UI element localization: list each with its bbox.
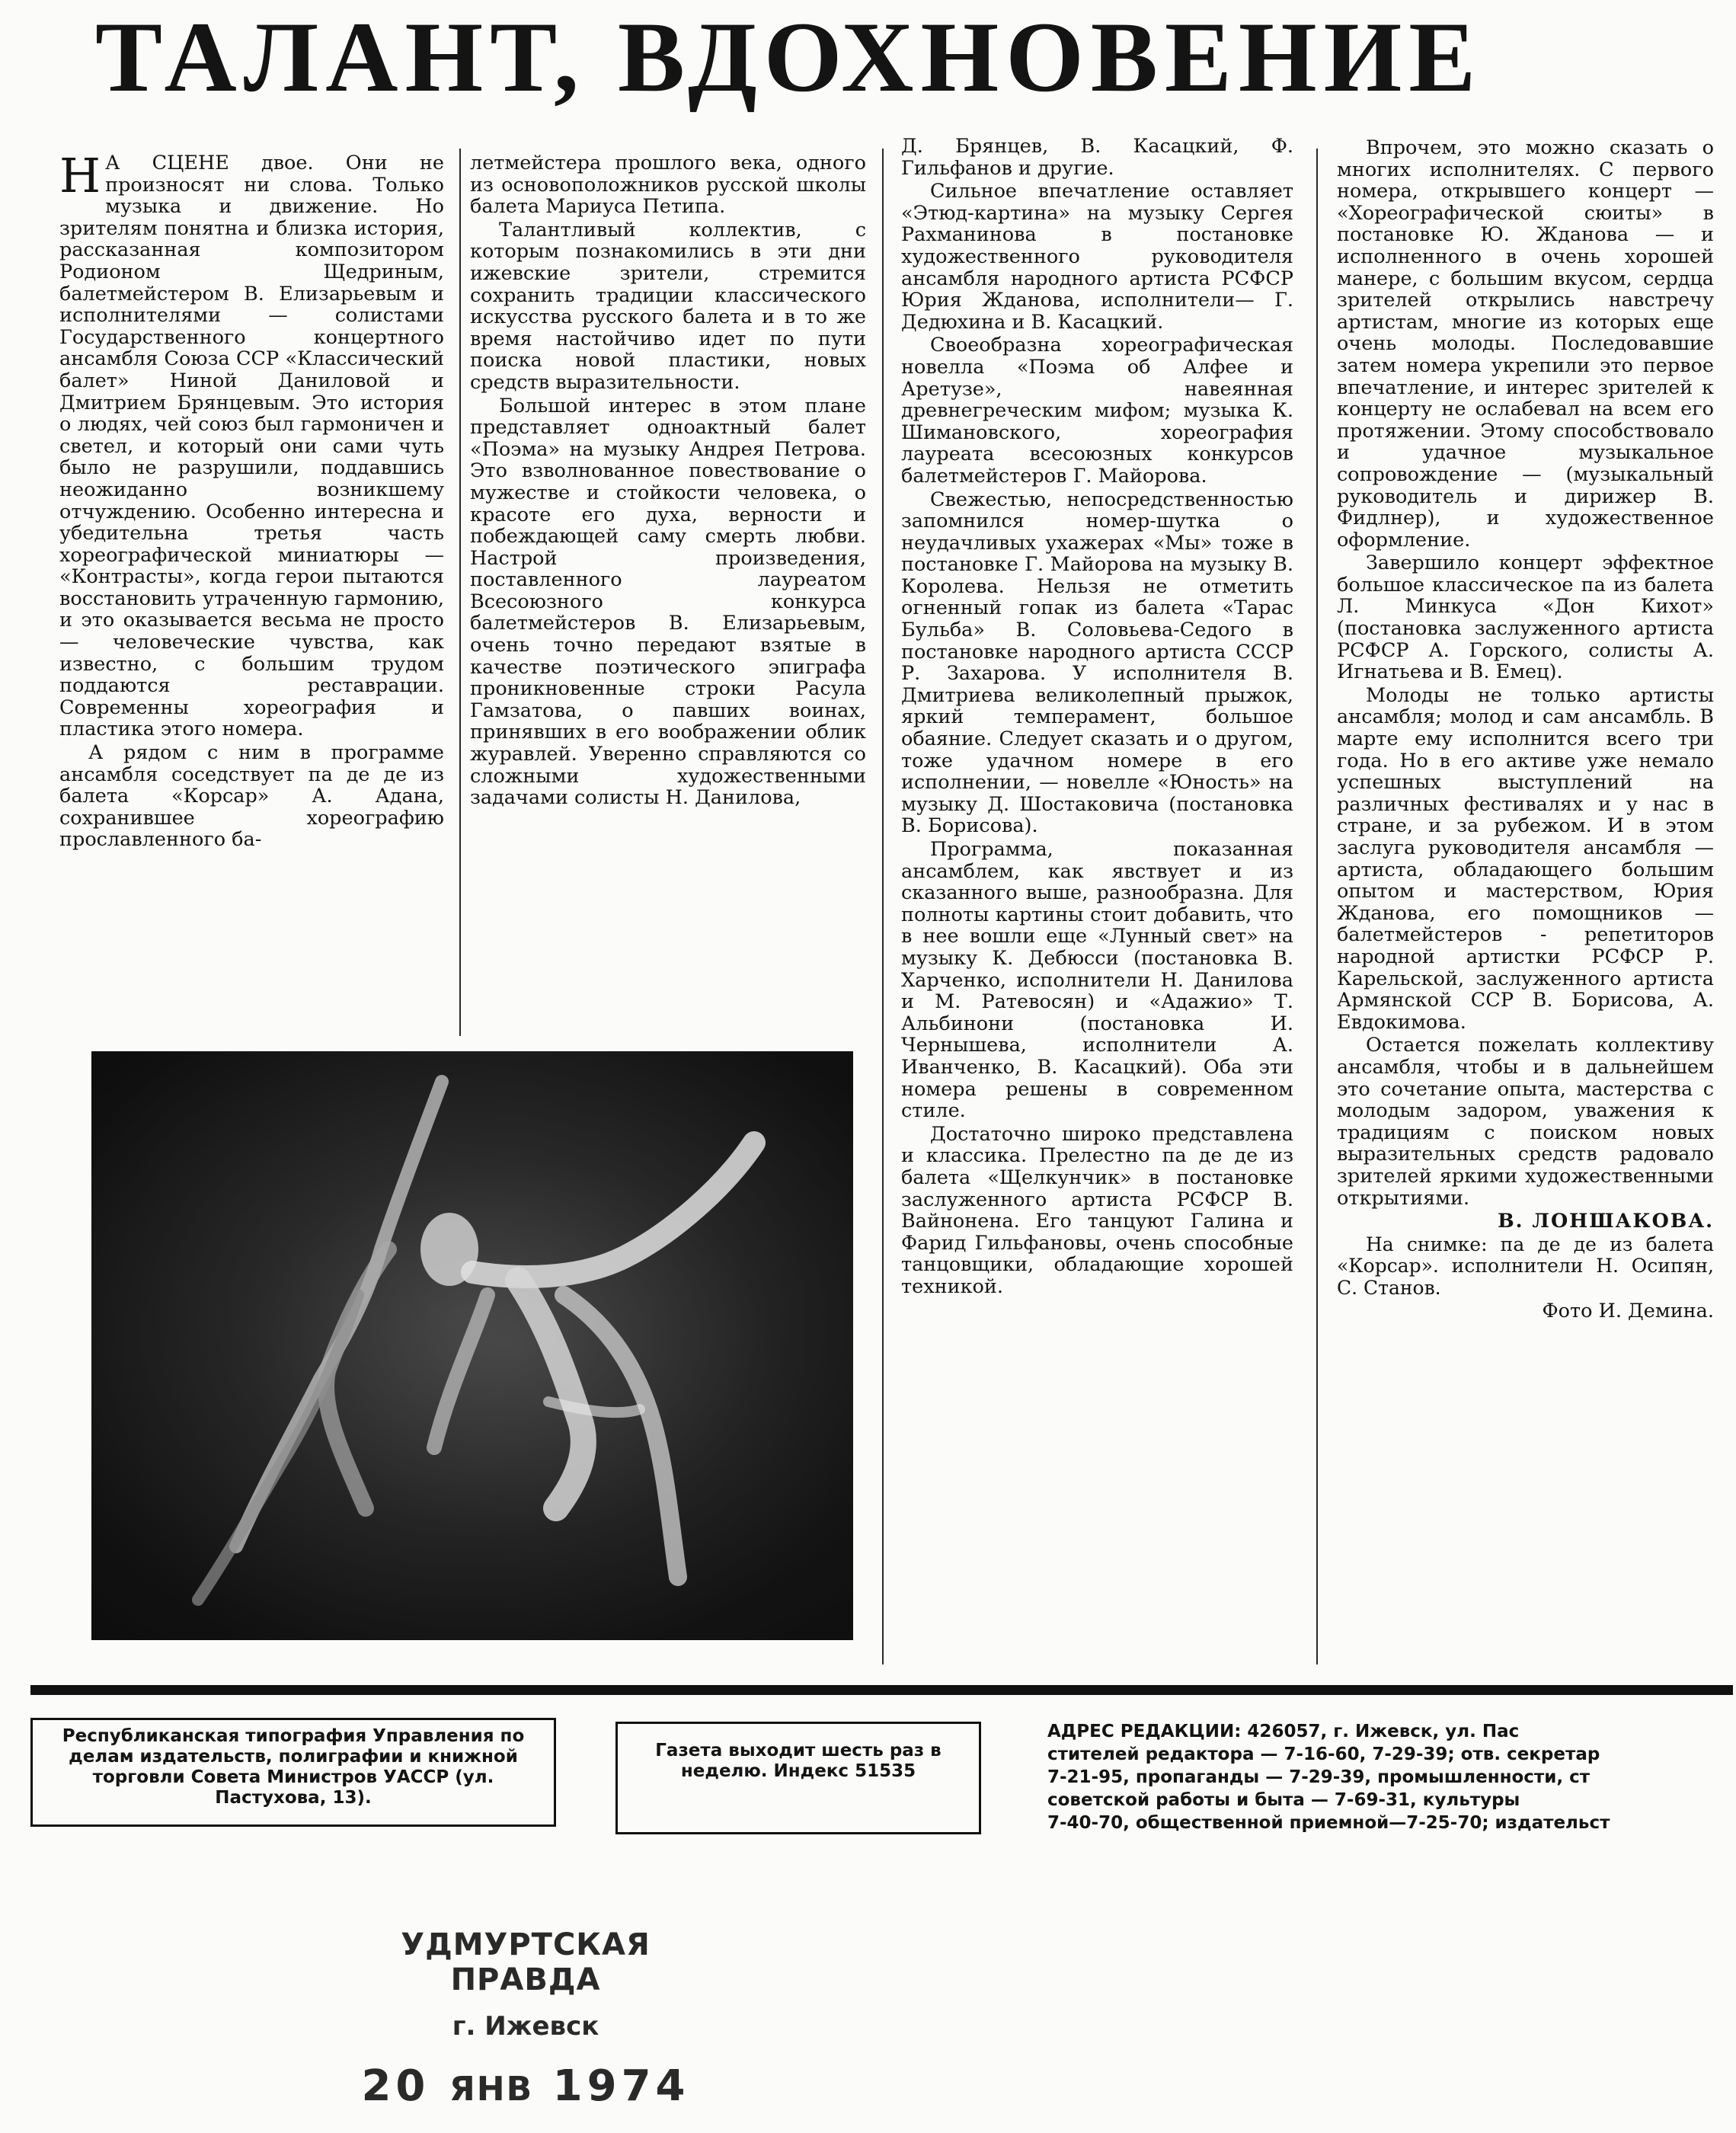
article-column-3 xyxy=(901,136,1293,1297)
stamp-newspaper-name: УДМУРТСКАЯ ПРАВДА xyxy=(401,1927,651,1997)
printer-info-box: Республиканская типография Управления по делам издательств, полиграфии и книжной торговли Совета Министров УАССР (ул. Пастухова, 13). xyxy=(30,1718,556,1827)
stamp-day: 20 xyxy=(361,2061,430,2111)
column-divider xyxy=(459,149,461,1036)
drop-cap: Н xyxy=(59,148,101,203)
paragraph: Завершило концерт эффектное большое классическое па из балета Л. Минкуса «Дон Кихот» (постановка заслуженного артиста РСФСР А. Горского, солисты А. Игнатьева и В. Емец). xyxy=(1337,552,1714,684)
address-line: советской работы и быта — 7-69-31, культуры xyxy=(1047,1790,1520,1810)
archive-stamp xyxy=(328,1927,724,2111)
paragraph: А рядом с ним в программе ансамбля соседствует па де де из балета «Корсар» А. Адана, сохранившее хореографию прославленного ба- xyxy=(59,741,444,852)
paragraph: Д. Брянцев, В. Касацкий, Ф. Гильфанов и другие. xyxy=(901,135,1293,180)
address-line: 7-40-70, общественной приемной—7-25-70; издательст xyxy=(1047,1813,1610,1833)
stamp-date xyxy=(328,2061,724,2111)
publication-frequency-box: Газета выходит шесть раз в неделю. Индекс 51535 xyxy=(615,1722,981,1834)
paragraph: Большой интерес в этом плане представляет одноактный балет «Поэма» на музыку Андрея Петрова. Это взволнованное повествование о мужестве и стойкости человека, о красоте его духа, верности и побеждающей саму смерть любви. Настрой произведения, поставленного лауреатом Всесоюзного конкурса балетмейстеров В. Елизарьевым, очень точно передают взятые в качестве поэтического эпиграфа проникновенные строки Расула Гамзатова, о павших воинах, принявших в его воображении облик журавлей. Уверенно справляются со сложными художественными задачами солисты Н. Данилова, xyxy=(470,394,866,810)
paragraph: Своеобразна хореографическая новелла «Поэма об Алфее и Аретузе», навеянная древнегреческим мифом; музыка К. Шимановского, хореография лауреата всесоюзных конкурсов балетмейстеров Г. Майорова. xyxy=(901,334,1293,488)
paragraph: Свежестью, непосредственностью запомнился номер-шутка о неудачливых ухажерах «Мы» тоже в постановке Г. Майорова на музыку В. Королева. Нельзя не отметить огненный гопак из балета «Тарас Бульба» В. Соловьева-Седого в постановке народного артиста СССР Р. Захарова. У исполнителя В. Дмитриева великолепный прыжок, яркий темперамент, большое обаяние. Следует сказать и о другом, тоже удачном номере в его исполнении, — новелле «Юность» на музыку Д. Шостаковича (постановка В. Борисова). xyxy=(901,488,1293,838)
paragraph: Сильное впечатление оставляет «Этюд-картина» на музыку Сергея Рахманинова в постановке художественного руководителя ансамбля народного артиста РСФСР Юрия Жданова, исполнители— Г. Дедюхина и В. Касацкий. xyxy=(901,180,1293,334)
photo-credit: Фото И. Демина. xyxy=(1542,1300,1714,1323)
address-line: стителей редактора — 7-16-60, 7-29-39; отв. секретар xyxy=(1047,1744,1600,1764)
paragraph: Достаточно широко представлена и классика. Прелестно па де де из балета «Щелкунчик» в постановке заслуженного артиста РСФСР В. Вайнонена. Его танцуют Галина и Фарид Гильфановы, очень способные танцовщики, обладающие хорошей техникой. xyxy=(901,1122,1293,1298)
article-column-1 xyxy=(59,148,444,852)
column-divider xyxy=(1316,149,1318,1665)
ballet-photo xyxy=(91,1051,853,1640)
paragraph: летмейстера прошлого века, одного из основоположников русской школы балета Мариуса Петипа. xyxy=(470,152,866,219)
article-column-2 xyxy=(470,152,866,809)
paragraph: Впрочем, это можно сказать о многих исполнителях. С первого номера, открывшего концерт — «Хореографической сюиты» в постановке Ю. Жданова — и исполненного в очень хорошей манере, с большим вкусом, сердца зрителей открылись навстречу артистам, многие из которых еще очень молоды. Последовавшие затем номера укрепили это первое впечатление, и интерес зрителей к концерту не ослабевал на всем его протяжении. Этому способствовало и удачное музыкальное сопровождение — (музыкальный руководитель и дирижер В. Фидлнер), и художественное оформление. xyxy=(1337,136,1714,552)
headline: ТАЛАНТ, ВДОХНОВЕНИЕ xyxy=(95,1,1483,113)
paragraph: Талантливый коллектив, с которым познакомились в эти дни ижевские зрители, стремится сохранить традиции классического искусства русского балета и в то же время настойчиво идет по пути поиска новой пластики, новых средств выразительности. xyxy=(470,218,866,394)
stamp-city: г. Ижевск xyxy=(452,2011,599,2042)
column-divider xyxy=(882,149,884,1665)
editorial-address xyxy=(1047,1720,1733,1834)
stamp-year: 1974 xyxy=(552,2061,690,2111)
photo-caption: На снимке: па де де из балета «Корсар». исполнители Н. Осипян, С. Станов. xyxy=(1337,1233,1714,1299)
footer-rule xyxy=(30,1685,1733,1695)
paragraph: Молоды не только артисты ансамбля; молод и сам ансамбль. В марте ему исполнится всего три года. Но в его активе уже немало успешных выступлений на различных фестивалях и у нас в стране, и за рубежом. И в этом заслуга руководителя ансамбля — артиста, обладающего большим опытом и мастерством, Юрия Жданова, его помощников — балетмейстеров - репетиторов народной артистки РСФСР Р. Карельской, заслуженного артиста Армянской ССР В. Борисова, А. Евдокимова. xyxy=(1337,683,1714,1034)
address-line: АДРЕС РЕДАКЦИИ: 426057, г. Ижевск, ул. Пас xyxy=(1047,1722,1520,1741)
paragraph: Остается пожелать коллективу ансамбля, чтобы и в дальнейшем это сочетание опыта, мастерства с молодым задором, уважения к традициям с поиском новых выразительных средств радовало зрителей яркими художественными открытиями. xyxy=(1337,1034,1714,1210)
author-signature: В. ЛОНШАКОВА. xyxy=(1498,1210,1714,1233)
paragraph: Н А СЦЕНЕ двое. Они не произносят ни слова. Только музыка и движение. Но зрителям понятна и близка история, рассказанная композитором Родионом Щедриным, балетмейстером В. Елизарьевым и исполнителями — солистами Государственного концертного ансамбля Союза ССР «Классический балет» Ниной Даниловой и Дмитрием Брянцевым. Это история о людях, чей союз был гармоничен и светел, и который они сами чуть было не разрушили, поддавшись неожиданно возникшему отчуждению. Особенно интересна и убедительна третья часть хореографической миниатюры — «Контрасты», когда герои пытаются восстановить утраченную гармонию, и это оказывается весьма не просто — человеческие чувства, как известно, с большим трудом поддаются реставрации. Современны хореография и пластика этого номера. xyxy=(59,148,444,741)
dancers-illustration xyxy=(91,1051,853,1640)
paragraph: Программа, показанная ансамблем, как явствует и из сказанного выше, разнообразна. Для полноты картины стоит добавить, что в нее вошли еще «Лунный свет» на музыку К. Дебюсси (постановка В. Харченко, исполнители Н. Данилова и М. Ратевосян) и «Адажио» Т. Альбинони (постановка И. Чернышева, исполнители А. Иванченко, В. Касацкий). Оба эти номера решены в современном стиле. xyxy=(901,838,1293,1123)
article-column-4 xyxy=(1337,137,1714,1322)
address-line: 7-21-95, пропаганды — 7-29-39, промышленности, ст xyxy=(1047,1767,1591,1787)
stamp-month: ЯНВ xyxy=(449,2070,534,2109)
